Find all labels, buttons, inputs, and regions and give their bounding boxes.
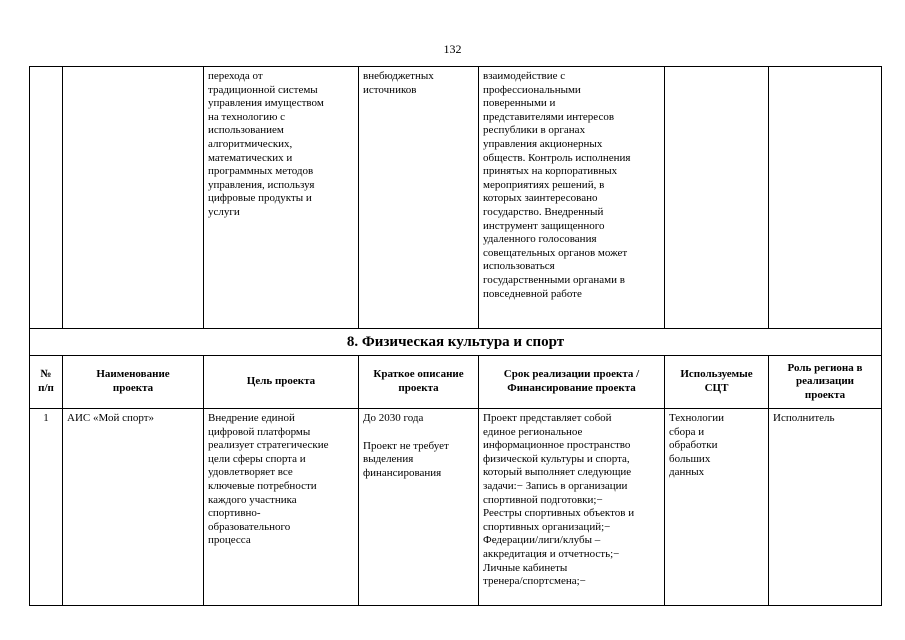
row-goal: Внедрение единой цифровой платформы реализует стратегические цели сферы спорта и удовлетворяет все ключевые потребности каждого участника спортивно- образовательного процесса	[204, 409, 359, 606]
section-title: 8. Физическая культура и спорт	[30, 329, 882, 356]
row-name: АИС «Мой спорт»	[63, 409, 204, 606]
row-tech: Технологии сбора и обработки больших данных	[665, 409, 769, 606]
continuation-row	[30, 67, 882, 329]
table-row	[30, 409, 882, 606]
cell-tech	[665, 67, 769, 329]
row-num: 1	[30, 409, 63, 606]
cell-num	[30, 67, 63, 329]
row-description-term: До 2030 года	[363, 412, 424, 424]
project-table	[29, 66, 882, 606]
cell-role	[769, 67, 882, 329]
row-description	[359, 409, 479, 606]
header-goal: Цель проекта	[204, 356, 359, 409]
cell-description: внебюджетных источников	[359, 67, 479, 329]
cell-name	[63, 67, 204, 329]
cell-goal: перехода от традиционной системы управления имуществом на технологию с использованием алгоритмических, математических и программных методов управления, используя цифровые продукты и услуги	[204, 67, 359, 329]
row-description-funding: Проект не требует выделения финансирования	[363, 439, 449, 479]
header-tech: Используемые СЦТ	[665, 356, 769, 409]
row-role: Исполнитель	[769, 409, 882, 606]
page-number: 132	[443, 42, 462, 56]
header-row	[30, 356, 882, 409]
cell-term: взаимодействие с профессиональными поверенными и представителями интересов республики в органах управления акционерных обществ. Контроль исполнения принятых на корпоративных мероприятиях решений, в которых заинтересовано государство. Внедренный инструмент защищенного удаленного голосования совещательных органов может использоваться государственными органами в повседневной работе	[479, 67, 665, 329]
row-term: Проект представляет собой единое региональное информационное пространство физической культуры и спорта, который выполняет следующие задачи:− Запись в организации спортивной подготовки;− Реестры спортивных объектов и спортивных организаций;− Федерации/лиги/клубы – аккредитация и отчетность;− Личные кабинеты тренера/спортсмена;−	[479, 409, 665, 606]
header-term: Срок реализации проекта / Финансирование проекта	[479, 356, 665, 409]
header-description: Краткое описание проекта	[359, 356, 479, 409]
header-name: Наименование проекта	[63, 356, 204, 409]
header-role: Роль региона в реализации проекта	[769, 356, 882, 409]
header-num: № п/п	[30, 356, 63, 409]
section-row	[30, 329, 882, 356]
